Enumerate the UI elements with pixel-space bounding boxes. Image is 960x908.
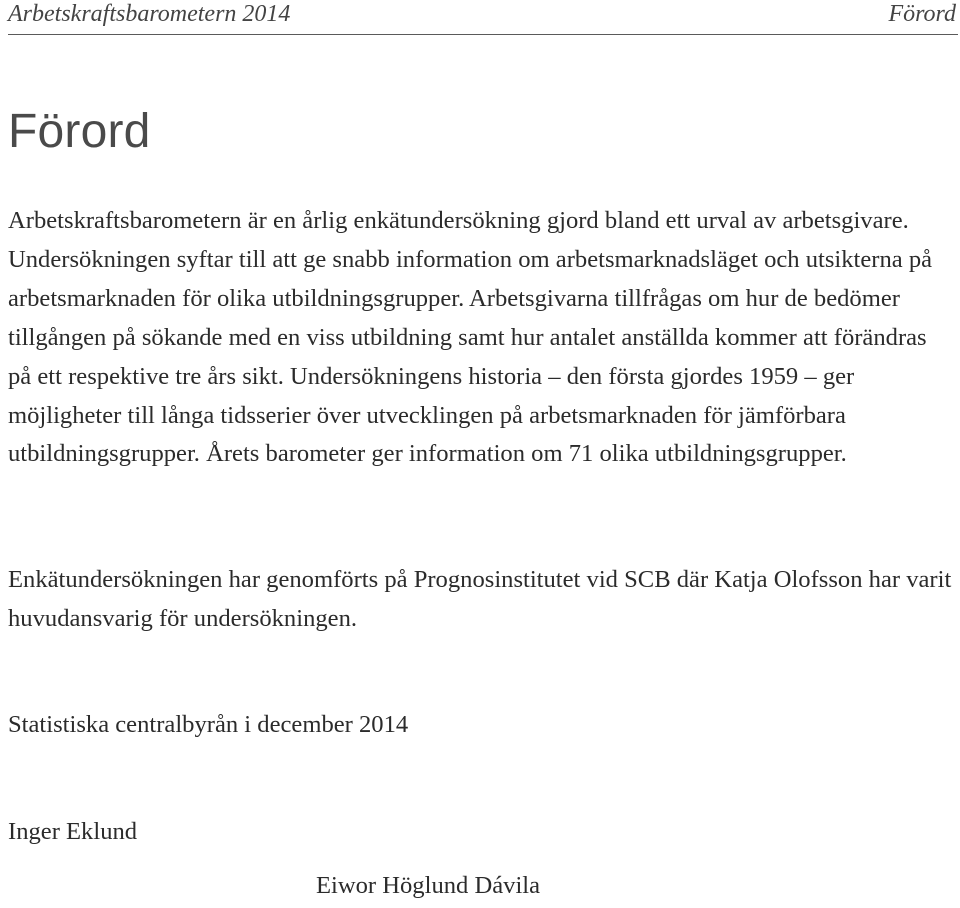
signature-place-date: Statistiska centralbyrån i december 2014 [8, 711, 409, 738]
signature-name-first: Inger Eklund [8, 818, 138, 845]
body-paragraph-intro: Arbetskraftsbarometern är en årlig enkätundersökning gjord bland ett urval av arbetsgivare. Undersökningen syftar till att ge snabb information om arbetsmarknadsläget och utsikterna på arbetsmarknaden för olika utbildningsgrupper. Arbetsgivarna tillfrågas om hur de bedömer tillgången på sökande med en viss utbildning samt hur antalet anställda kommer att förändras på ett respektive tre års sikt. Undersökningens historia – den första gjordes 1959 – ger möjligheter till långa tidsserier över utvecklingen på arbetsmarknaden för jämförbara utbildningsgrupper. Årets barometer ger information om 71 olika utbildningsgrupper. [8, 207, 933, 468]
signature-name-second: Eiwor Höglund Dávila [316, 872, 541, 899]
running-header [8, 0, 958, 35]
header-publication-title: Arbetskraftsbarometern 2014 [8, 1, 291, 27]
page-title: Förord [8, 105, 151, 158]
body-paragraph-credits: Enkätundersökningen har genomförts på Prognosinstitutet vid SCB där Katja Olofsson har varit huvudansvarig för undersökningen. [8, 566, 952, 632]
header-section-title: Förord [888, 1, 956, 27]
